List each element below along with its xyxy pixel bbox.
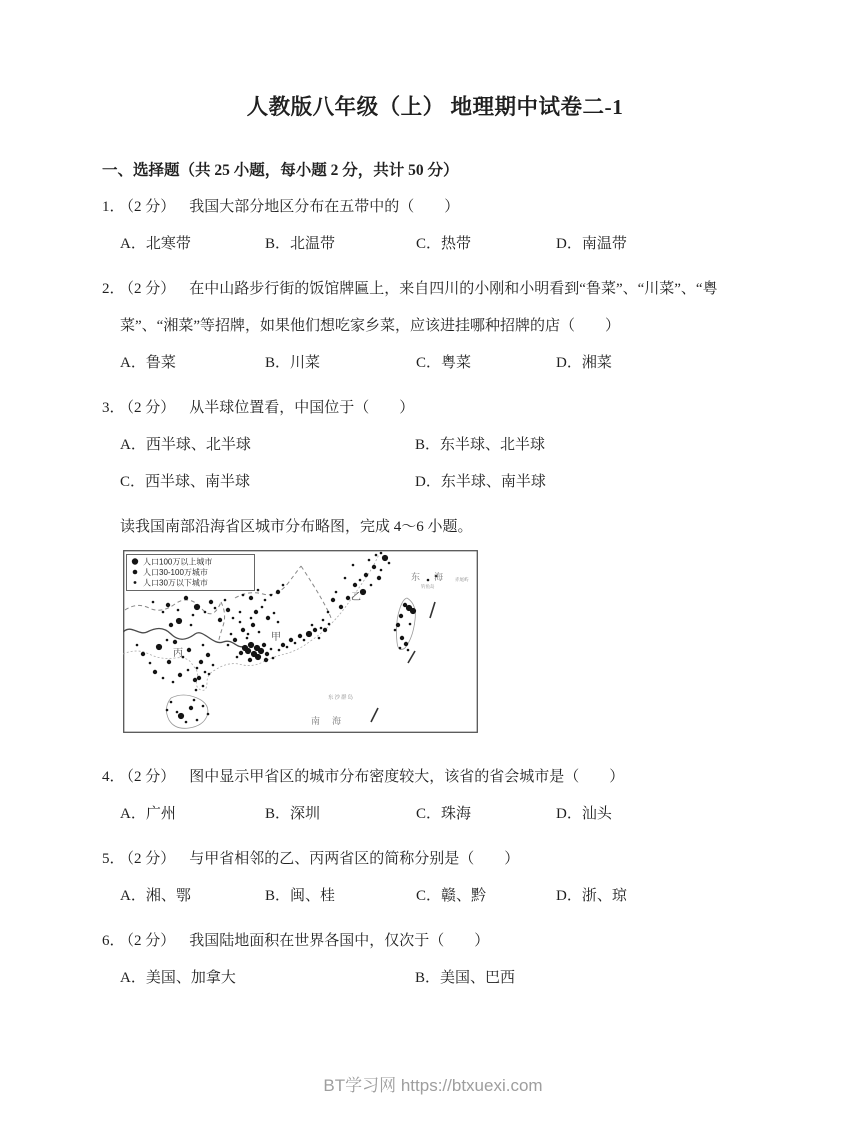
option-a: A．美国、加拿大: [120, 970, 236, 986]
label-south-china-sea: 南海: [311, 716, 354, 726]
question-number: 1．: [102, 199, 125, 215]
label-dongsha-islands: 东沙群岛: [328, 695, 355, 701]
option-a: A．北寒带: [120, 236, 191, 252]
label-chiwei-islet: 赤尾屿: [455, 577, 469, 582]
question-body: 与甲省相邻的乙、丙两省区的简称分别是（ ）: [189, 851, 520, 867]
option-b: B．美国、巴西: [415, 970, 516, 986]
question-5-options: [102, 878, 768, 915]
label-east-china-sea: 东海: [411, 572, 458, 582]
question-3-text: [102, 390, 768, 427]
footer-watermark: BT学习网 https://btxuexi.com: [323, 1076, 543, 1095]
map-slash-mark: [371, 708, 378, 722]
province-border-east: [301, 566, 331, 618]
option-c: C．热带: [416, 236, 472, 252]
option-d: D．东半球、南半球: [415, 474, 546, 490]
map-slash-mark: [430, 602, 435, 618]
question-4-text: [102, 759, 768, 796]
option-b: B．川菜: [265, 355, 321, 371]
option-c: C．粤菜: [416, 355, 472, 371]
question-1: [102, 189, 768, 263]
legend-dot-small: [134, 581, 137, 584]
question-number: 6．: [102, 933, 125, 949]
option-b: B．北温带: [265, 236, 336, 252]
label-province-jia: 甲: [271, 632, 281, 643]
question-6-options: [102, 960, 768, 997]
option-b: B．深圳: [265, 806, 321, 822]
question-4: [102, 759, 768, 833]
question-1-text: [102, 189, 768, 226]
question-score: （2 分）: [126, 933, 176, 949]
option-c: C．赣、黔: [416, 888, 487, 904]
legend-label-large: 人口100万以上城市: [143, 557, 213, 567]
question-score: （2 分）: [126, 400, 176, 416]
question-number: 5．: [102, 851, 125, 867]
option-b: B．闽、桂: [265, 888, 336, 904]
option-a: A．西半球、北半球: [120, 437, 251, 453]
option-d: D．浙、琼: [556, 888, 627, 904]
question-1-options: [102, 226, 768, 263]
label-province-yi: 乙: [351, 592, 361, 603]
legend-dot-medium: [133, 570, 138, 575]
question-4-options: [102, 796, 768, 833]
question-6-text: [102, 923, 768, 960]
map-legend: [127, 555, 255, 591]
question-body: 从半球位置看，中国位于（ ）: [189, 400, 415, 416]
question-3-options: [102, 427, 768, 501]
section-heading: 一、选择题（共 25 小题，每小题 2 分，共计 50 分）: [102, 162, 459, 179]
question-number: 3．: [102, 400, 125, 416]
question-score: （2 分）: [126, 769, 176, 785]
question-6: [102, 923, 768, 997]
legend-label-medium: 人口30-100万城市: [143, 568, 208, 577]
question-body: 我国陆地面积在世界各国中，仅次于（ ）: [189, 933, 490, 949]
question-2-options: [102, 345, 768, 382]
river-border-line: [123, 629, 245, 647]
question-score: （2 分）: [126, 281, 176, 297]
south-china-cities-map: [123, 550, 478, 733]
question-body: 我国大部分地区分布在五带中的（ ）: [189, 199, 460, 215]
option-c: C．西半球、南半球: [120, 474, 251, 490]
option-d: D．汕头: [556, 806, 612, 822]
passage-intro: 读我国南部沿海省区城市分布略图，完成 4～6 小题。: [120, 519, 473, 535]
map-slash-mark: [408, 651, 415, 663]
province-border-north-west: [125, 600, 221, 614]
question-5: [102, 841, 768, 915]
question-number: 4．: [102, 769, 125, 785]
legend-label-small: 人口30万以下城市: [143, 578, 208, 588]
question-body: 在中山路步行街的饭馆牌匾上，来自四川的小刚和小明看到“鲁菜”、“川菜”、“粤菜”、“湘菜”等招牌，如果他们想吃家乡菜，应该进挂哪种招牌的店（ ）: [120, 281, 718, 334]
option-d: D．南温带: [556, 236, 627, 252]
question-2: [102, 271, 768, 382]
question-2-text: [102, 271, 768, 345]
hainan-island-outline: [166, 695, 207, 728]
option-c: C．珠海: [416, 806, 472, 822]
option-b: B．东半球、北半球: [415, 437, 546, 453]
question-score: （2 分）: [126, 851, 176, 867]
option-a: A．广州: [120, 806, 176, 822]
question-3: [102, 390, 768, 501]
question-score: （2 分）: [126, 199, 176, 215]
question-number: 2．: [102, 281, 125, 297]
option-d: D．湘菜: [556, 355, 612, 371]
option-a: A．鲁菜: [120, 355, 176, 371]
option-a: A．湘、鄂: [120, 888, 191, 904]
page-title: 人教版八年级（上） 地理期中试卷二-1: [246, 95, 624, 119]
label-diaoyu-islands: 钓鱼岛: [421, 584, 435, 589]
question-5-text: [102, 841, 768, 878]
question-body: 图中显示甲省区的城市分布密度较大，该省的省会城市是（ ）: [189, 769, 625, 785]
legend-dot-large: [132, 558, 138, 564]
label-province-bing: 丙: [173, 648, 183, 659]
